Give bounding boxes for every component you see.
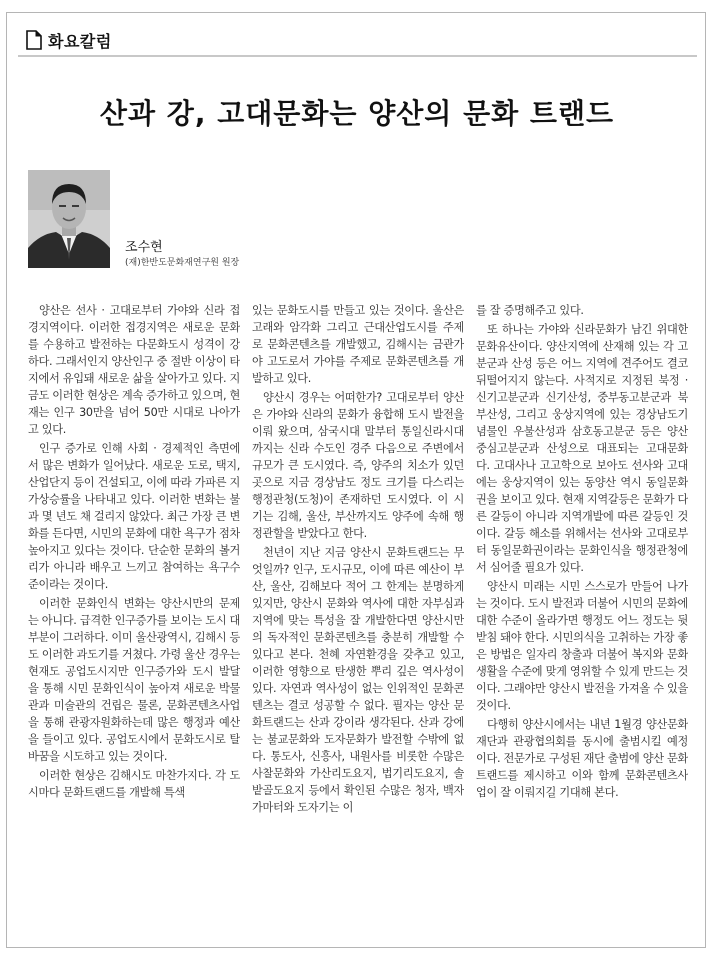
author-portrait-image: [28, 170, 110, 268]
article-body: [28, 302, 688, 932]
author-name: 조수현: [125, 240, 163, 255]
headline: 산과 강, 고대문화는 양산의 문화 트랜드: [99, 97, 615, 130]
paragraph: 양산시 미래는 시민 스스로가 만들어 나가는 것이다. 도시 발전과 더불어 시민의 문화에 대한 수준이 올라가면 행정도 어느 정도는 뒷받침 돼야 한다. 시민의식을 고취하는 가장 좋은 방법은 일자리 창출과 더불어 복지와 문화생활을 수준에 맞게 영위할 수 있게 만드는 것이다. 그래야만 양산시 발전을 가져올 수 있을 것이다.: [476, 580, 688, 712]
paragraph: 인구 증가로 인해 사회 · 경제적인 측면에서 많은 변화가 일어났다. 새로운 도로, 택지, 산업단지 등이 건설되고, 이에 따라 가파른 지가상승률을 나타내고 있다. 이러한 변화는 불과 몇 년도 채 걸리지 않았다. 최근 가장 큰 변화를 든다면, 시민의 문화에 대한 욕구가 점차 높아지고 있다는 것이다. 단순한 문화의 볼거리가 아니라 배우고 느끼고 참여하는 욕구수준이라는 것이다.: [28, 442, 240, 591]
paragraph: 를 잘 증명해주고 있다.: [476, 304, 584, 317]
author-photo: [28, 170, 110, 268]
document-icon: [26, 30, 42, 50]
paragraph: 있는 문화도시를 만들고 있는 것이다. 울산은 고래와 암각화 그리고 근대산업도시를 주제로 문화콘텐츠를 개발했고, 김해시는 금관가야 고도로서 가야를 주제로 문화콘텐츠를 개발하고 있다.: [252, 304, 464, 385]
paragraph: 다행히 양산시에서는 내년 1월경 양산문화재단과 관광협의회를 동시에 출범시킬 예정이다. 전문가로 구성된 재단 출범에 양산 문화트랜드를 제시하고 이와 함께 문화콘텐츠사업이 잘 이뤄지길 기대해 본다.: [476, 718, 688, 799]
article-column-3: [476, 302, 688, 932]
paragraph: 양산시 경우는 어떠한가? 고대로부터 양산은 가야와 신라의 문화가 융합해 도시 발전을 이뤄 왔으며, 삼국시대 말부터 통일신라시대까지는 신라 수도인 경주 다음으로 주변에서 규모가 큰 도시였다. 즉, 양주의 치소가 있던 곳으로 지금 경상남도 정도 크기를 다스리는 행정관청(도청)이 존재하던 도시였다. 이 시기는 김해, 울산, 부산까지도 양주에 속해 행정관할을 받았다고 한다.: [252, 391, 464, 540]
article-column-2: [252, 302, 464, 932]
header-divider: [18, 55, 697, 57]
paragraph: 양산은 선사 · 고대로부터 가야와 신라 접경지역이다. 이러한 접경지역은 새로운 문화를 수용하고 발전하는 다문화도시 성격이 강하다. 그래서인지 양산인구 중 절반 이상이 타지에서 유입돼 새로운 삶을 살아가고 있다. 지금도 이러한 현상은 계속 증가하고 있으며, 현재는 인구 30만을 넘어 50만 시대로 나아가고 있다.: [28, 304, 240, 436]
paragraph: 이러한 현상은 김해시도 마찬가지다. 각 도시마다 문화트랜드를 개발해 특색: [28, 769, 240, 799]
section-title: 화요칼럼: [48, 31, 112, 51]
paragraph: 천년이 지난 지금 양산시 문화트랜드는 무엇일까? 인구, 도시규모, 이에 따른 예산이 부산, 울산, 김해보다 적어 그 한계는 분명하게 있지만, 양산시 문화와 역사에 대한 자부심과 지역에 맞는 특성을 잘 개발한다면 양산시만의 독자적인 문화콘텐츠를 충분히 개발할 수 있다고 본다. 천혜 자연환경을 갖추고 있고, 이러한 영향으로 탄생한 뿌리 깊은 역사성이 있다. 자연과 역사성이 없는 인위적인 문화콘텐츠는 결코 성공할 수 없다. 필자는 양산 문화트랜드는 산과 강이라 생각된다. 산과 강에는 불교문화와 도자문화가 발전할 수밖에 없다. 통도사, 신흥사, 내원사를 비롯한 수많은 사찰문화와 가산리도요지, 법기리도요지, 솔밭골도요지 등에서 확인된 수많은 청자, 백자 가마터와 도자기는 이: [252, 546, 464, 814]
article-column-1: [28, 302, 240, 932]
paragraph: 또 하나는 가야와 신라문화가 남긴 위대한 문화유산이다. 양산지역에 산재해 있는 각 고분군과 산성 등은 어느 지역에 견주어도 결코 뒤떨어지지 않는다. 사적지로 지정된 북정 · 신기고분군과 신기산성, 중부동고분군과 북부산성, 그리고 웅상지역에 있는 경상남도기념물인 우불산성과 삼호동고분군 등은 양산 중심고분군과 산성으로 대표되는 고대문화다. 고대사나 고고학으로 보아도 선사와 고대에는 웅상지역이 있는 동양산 역시 동일문화권을 보이고 있다. 현재 지역갈등은 문화가 다른 갈등이 아니라 지역개발에 따른 갈등인 것이다. 갈등 해소를 위해서는 선사와 고대로부터 동일문화권이라는 문화인식을 행정관청에서 심어줄 필요가 있다.: [476, 323, 688, 574]
paragraph: 이러한 문화인식 변화는 양산시만의 문제는 아니다. 급격한 인구증가를 보이는 도시 대부분이 그러하다. 이미 울산광역시, 김해시 등도 이러한 과도기를 거쳤다. 가령 울산 경우는 현재도 공업도시지만 인구증가와 도시 발달을 통해 시민 문화인식이 높아져 새로운 박물관과 미술관의 건립은 물론, 문화콘텐츠사업을 통해 관광자원화하는데 많은 행정과 예산을 들이고 있다. 공업도시에서 문화도시로 탈바꿈을 시도하고 있는 것이다.: [28, 597, 240, 763]
author-title: (재)한반도문화재연구원 원장: [125, 258, 240, 268]
section-label: [26, 28, 112, 52]
